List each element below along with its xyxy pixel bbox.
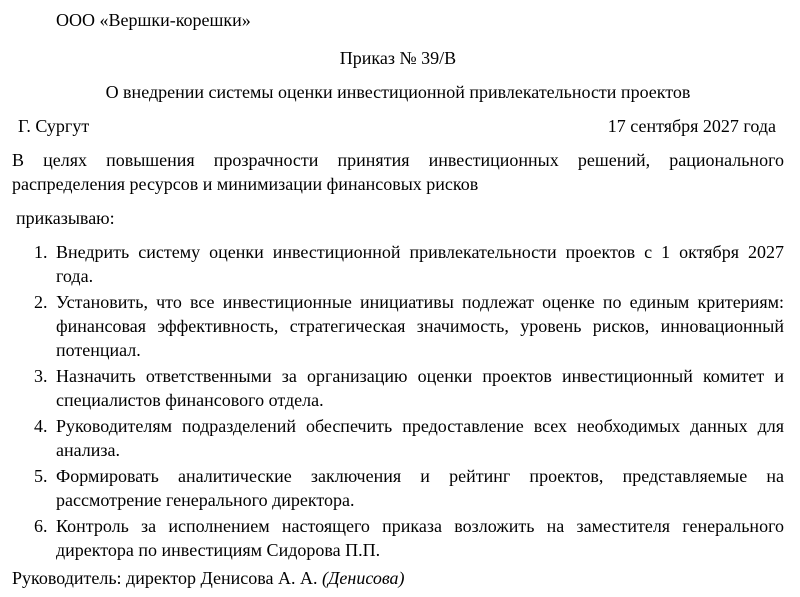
place-date-row <box>12 114 784 138</box>
order-item <box>12 464 784 512</box>
order-preamble: В целях повышения прозрачности принятия инвестиционных решений, рационального распределения ресурсов и минимизации финансовых рисков <box>12 150 784 194</box>
signature-label: Руководитель: директор Денисова А. А. <box>12 568 318 588</box>
order-item-number: 3. <box>34 366 48 386</box>
order-item <box>12 290 784 362</box>
order-item-text: Руководителям подразделений обеспечить предоставление всех необходимых данных для анализа. <box>56 416 784 460</box>
order-directive-word: приказываю: <box>16 208 115 228</box>
signature-handwritten: (Денисова) <box>321 568 405 588</box>
order-item-number: 2. <box>34 292 48 312</box>
order-date: 17 сентября 2027 года <box>607 116 776 136</box>
order-item-text: Контроль за исполнением настоящего приказа возложить на заместителя генерального директора по инвестициям Сидорова П.П. <box>56 516 784 560</box>
order-item-number: 5. <box>34 466 48 486</box>
order-place: Г. Сургут <box>18 116 90 136</box>
order-title: О внедрении системы оценки инвестиционной привлекательности проектов <box>105 82 691 102</box>
order-items-list <box>12 240 784 562</box>
signature-line <box>12 566 784 590</box>
order-number: Приказ № 39/В <box>339 48 457 68</box>
order-item <box>12 514 784 562</box>
organization-name: ООО «Вершки-корешки» <box>56 10 251 30</box>
order-item <box>12 240 784 288</box>
order-item <box>12 364 784 412</box>
order-item <box>12 414 784 462</box>
order-item-text: Внедрить систему оценки инвестиционной привлекательности проектов с 1 октября 2027 года. <box>56 242 784 286</box>
order-item-number: 1. <box>34 242 48 262</box>
order-item-number: 4. <box>34 416 48 436</box>
order-item-number: 6. <box>34 516 48 536</box>
order-item-text: Назначить ответственными за организацию оценки проектов инвестиционный комитет и специалистов финансового отдела. <box>56 366 784 410</box>
order-item-text: Формировать аналитические заключения и рейтинг проектов, представляемые на рассмотрение генерального директора. <box>56 466 784 510</box>
order-item-text: Установить, что все инвестиционные инициативы подлежат оценке по единым критериям: финансовая эффективность, стратегическая значимость, уровень рисков, инновационный потенциал. <box>56 292 784 360</box>
